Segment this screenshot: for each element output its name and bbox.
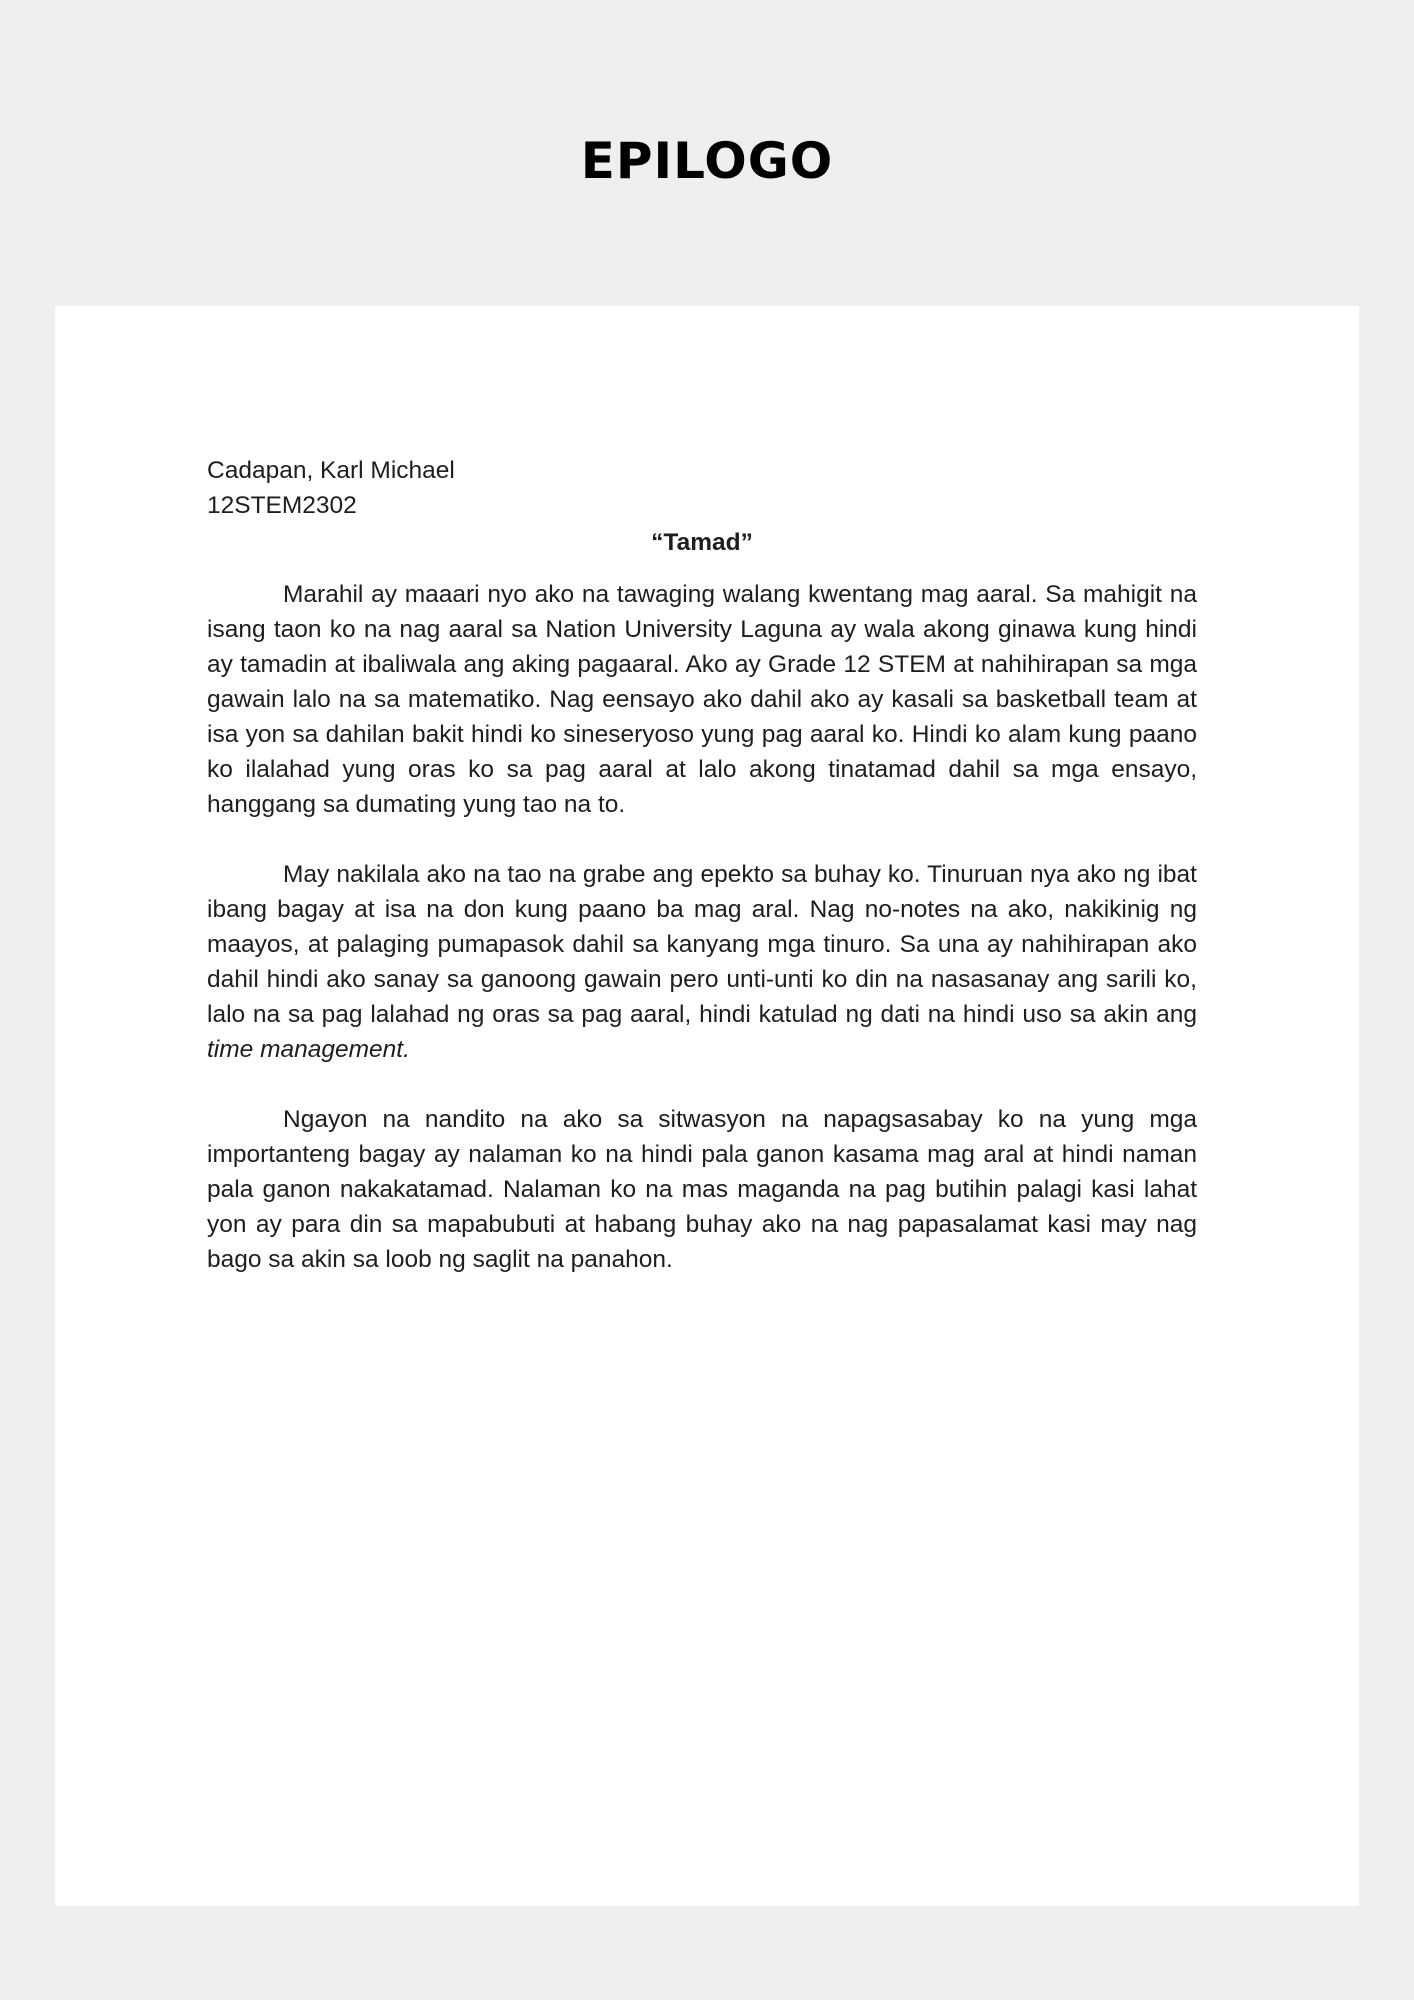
page-title: EPILOGO	[580, 132, 834, 190]
paragraph-text: Ngayon na nandito na ako sa sitwasyon na napagsasabay ko na yung mga importanteng bagay ay nalaman ko na hindi pala ganon kasama mag aral at hindi naman pala ganon nakakatamad. Nalaman ko na mas maganda na pag butihin palagi kasi lahat yon ay para din sa mapabubuti at habang buhay ako na nag papasalamat kasi may nag bago sa akin sa loob ng saglit na panahon.	[207, 1106, 1197, 1273]
essay-paragraph-3	[207, 1102, 1197, 1277]
paragraph-text: May nakilala ako na tao na grabe ang epekto sa buhay ko. Tinuruan nya ako ng ibat ibang bagay at isa na don kung paano ba mag aral. Nag no-notes na ako, nakikinig ng maayos, at palaging pumapasok dahil sa kanyang mga tinuro. Sa una ay nahihirapan ako dahil hindi ako sanay sa ganoong gawain pero unti-unti ko din na nasasanay ang sarili ko, lalo na sa pag lalahad ng oras sa pag aaral, hindi katulad ng dati na hindi uso sa akin ang	[207, 861, 1197, 1028]
essay-paragraph-1	[207, 577, 1197, 822]
author-name: Cadapan, Karl Michael	[207, 457, 455, 484]
essay-body	[207, 453, 1197, 1312]
document-sheet	[55, 306, 1359, 1906]
essay-title: “Tamad”	[651, 529, 753, 556]
paragraph-text: Marahil ay maaari nyo ako na tawaging walang kwentang mag aaral. Sa mahigit na isang taon ko na nag aaral sa Nation University Laguna ay wala akong ginawa kung hindi ay tamadin at ibaliwala ang aking pagaaral. Ako ay Grade 12 STEM at nahihirapan sa mga gawain lalo na sa matematiko. Nag eensayo ako dahil ako ay kasali sa basketball team at isa yon sa dahilan bakit hindi ko sineseryoso yung pag aaral ko. Hindi ko alam kung paano ko ilalahad yung oras ko sa pag aaral at lalo akong tinatamad dahil sa mga ensayo, hanggang sa dumating yung tao na to.	[207, 581, 1197, 818]
section-code: 12STEM2302	[207, 492, 357, 519]
paragraph-italic-text: time management.	[207, 1036, 410, 1063]
essay-paragraph-2	[207, 857, 1197, 1067]
